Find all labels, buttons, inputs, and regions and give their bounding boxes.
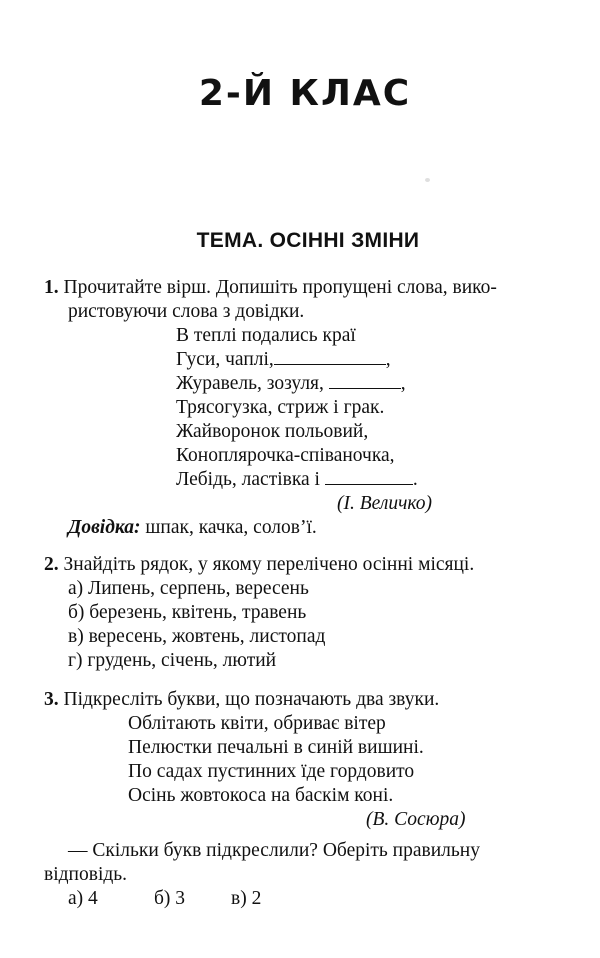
task3-poem-line4: Осінь жовтокоса на баскім коні. bbox=[128, 785, 394, 806]
task1-poem-line1: В теплі подались краї bbox=[176, 325, 356, 346]
task3-author: (В. Сосюра) bbox=[366, 809, 466, 830]
task1-text-line1: Прочитайте вірш. Допишіть пропущені слова, вико- bbox=[63, 277, 497, 298]
task3-answer-b[interactable]: б) 3 bbox=[154, 888, 186, 909]
answer-blank-2[interactable] bbox=[329, 374, 401, 389]
task3-followup-line1: — Скільки букв підкреслили? Оберіть правильну bbox=[68, 840, 480, 861]
task2-text: Знайдіть рядок, у якому перелічено осінні місяці. bbox=[63, 554, 475, 575]
task2-number: 2. bbox=[44, 554, 59, 575]
task2-option-d[interactable]: г) грудень, січень, лютий bbox=[68, 650, 277, 671]
task1-poem-line2: Гуси, чаплі, , bbox=[176, 349, 391, 370]
task1-hint bbox=[68, 516, 317, 540]
task1-author: (І. Величко) bbox=[337, 493, 432, 514]
task3-answer-a[interactable]: а) 4 bbox=[68, 888, 98, 909]
task3-number: 3. bbox=[44, 689, 59, 710]
task3-question bbox=[44, 688, 439, 712]
print-speck bbox=[425, 178, 430, 182]
task1-text-line2: ристовуючи слова з довідки. bbox=[68, 301, 305, 322]
task3-poem-line3: По садах пустинних їде гордовито bbox=[128, 761, 415, 782]
task1-poem-line3: Журавель, зозуля, , bbox=[176, 373, 406, 394]
task1-poem-line4: Трясогузка, стриж і грак. bbox=[176, 397, 385, 418]
task2-question bbox=[44, 553, 474, 577]
task3-text: Підкресліть букви, що позначають два звуки. bbox=[63, 689, 440, 710]
task3-answer-c[interactable]: в) 2 bbox=[231, 888, 262, 909]
answer-blank-1[interactable] bbox=[274, 350, 386, 365]
task3-poem-line1: Облітають квіти, обриває вітер bbox=[128, 713, 386, 734]
topic-heading: ТЕМА. ОСІННІ ЗМІНИ bbox=[196, 229, 420, 252]
task1-poem-line7: Лебідь, ластівка і . bbox=[176, 469, 418, 490]
task3-poem-line2: Пелюстки печальні в синій вишині. bbox=[128, 737, 424, 758]
hint-label: Довідка: bbox=[68, 517, 141, 538]
task2-option-b[interactable]: б) березень, квітень, травень bbox=[68, 602, 307, 623]
page-title: 2-Й КЛАС bbox=[198, 73, 412, 114]
task2-option-a[interactable]: а) Липень, серпень, вересень bbox=[68, 578, 309, 599]
task1-poem-line6: Коноплярочка-співаночка, bbox=[176, 445, 395, 466]
task3-followup-line2: відповідь. bbox=[44, 864, 128, 885]
task2-option-c[interactable]: в) вересень, жовтень, листопад bbox=[68, 626, 326, 647]
task1-line1 bbox=[44, 276, 497, 300]
answer-blank-3[interactable] bbox=[325, 470, 413, 485]
task1-number: 1. bbox=[44, 277, 59, 298]
task1-poem-line5: Жайворонок польовий, bbox=[176, 421, 369, 442]
hint-text: шпак, качка, солов’ї. bbox=[140, 517, 317, 538]
